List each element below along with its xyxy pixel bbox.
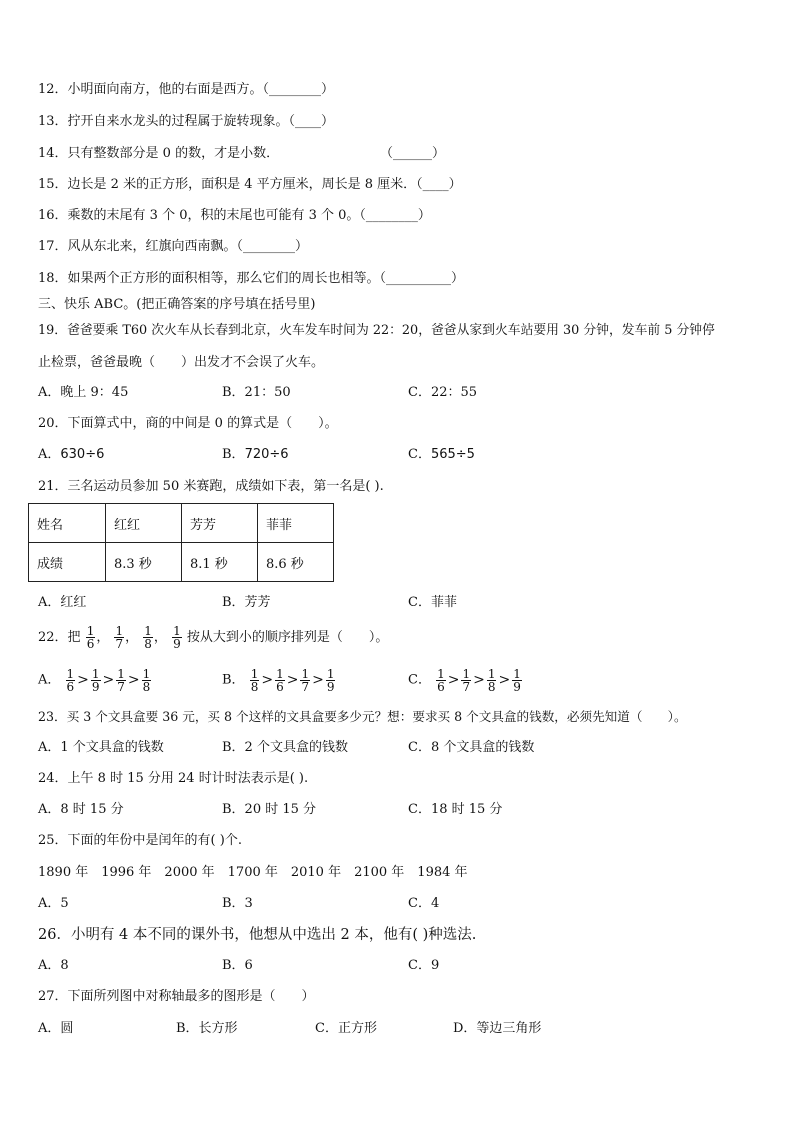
table-cell: 8.3 秒 xyxy=(106,543,182,582)
question-19-line2: 止检票，爸爸最晚（ ）出发才不会误了火车。 xyxy=(38,355,325,370)
option-c: C．9 xyxy=(408,958,440,973)
option-b: B．20 时 15 分 xyxy=(222,802,317,817)
fraction: $\frac{1}{9}$ xyxy=(513,666,521,694)
option-a: A．5 xyxy=(38,896,69,911)
table-cell: 8.6 秒 xyxy=(258,543,334,582)
fraction: $\frac{1}{7}$ xyxy=(301,666,310,694)
question-text: 边长是 2 米的正方形，面积是 4 平方厘米，周长是 8 厘米．（____） xyxy=(67,177,462,192)
option-a: A．1 个文具盒的钱数 xyxy=(38,740,164,755)
option-a: A．晚上 9：45 xyxy=(38,385,129,400)
option-expression: 720÷6 xyxy=(244,447,289,462)
question-number: 16． xyxy=(38,208,68,223)
option-c: C．18 时 15 分 xyxy=(408,802,503,817)
fraction: $\frac{1}{7}$ xyxy=(117,666,125,694)
question-18 xyxy=(38,270,464,288)
fraction: $\frac{1}{8}$ xyxy=(250,666,259,694)
question-17 xyxy=(38,238,308,256)
question-text: 小明面向南方，他的右面是西方。（________） xyxy=(67,82,335,97)
option-expression: 630÷6 xyxy=(60,447,105,462)
question-25: 25．下面的年份中是闰年的有( )个. xyxy=(38,833,242,848)
option-label: B． xyxy=(222,447,245,462)
option-c: C．22：55 xyxy=(408,385,478,400)
option-label: A． xyxy=(38,447,61,462)
score-table xyxy=(28,503,334,582)
question-16 xyxy=(38,207,431,225)
option-a: A．8 xyxy=(38,958,69,973)
fraction: $\frac{1}{7}$ xyxy=(462,666,471,694)
question-number: 13． xyxy=(38,114,68,129)
fraction: $\frac{1}{8}$ xyxy=(144,624,152,651)
question-number: 15． xyxy=(38,177,68,192)
option-a xyxy=(38,446,104,464)
fraction: $\frac{1}{7}$ xyxy=(115,624,124,651)
option-a: A．红红 xyxy=(38,595,87,610)
answer-blank: （______） xyxy=(380,146,446,161)
table-header-row xyxy=(29,504,334,543)
option-b: B．芳芳 xyxy=(222,595,271,610)
question-20: 20．下面算式中，商的中间是 0 的算式是（ ）。 xyxy=(38,416,338,431)
table-row xyxy=(29,543,334,582)
table-cell: 红红 xyxy=(106,504,182,543)
question-15 xyxy=(38,176,462,194)
fraction: $\frac{1}{9}$ xyxy=(326,666,335,694)
table-cell: 姓名 xyxy=(29,504,106,543)
question-suffix: 按从大到小的顺序排列是（ ）。 xyxy=(186,630,389,645)
question-12 xyxy=(38,81,334,99)
option-b: B．长方形 xyxy=(176,1021,238,1036)
fraction: $\frac{1}{8}$ xyxy=(487,666,496,694)
option-label: C． xyxy=(408,447,431,462)
question-text: 风从东北来，红旗向西南飘。（________） xyxy=(67,239,309,254)
question-21: 21．三名运动员参加 50 米赛跑，成绩如下表，第一名是( ). xyxy=(38,479,384,494)
question-text: 拧开自来水龙头的过程属于旋转现象。（____） xyxy=(67,114,335,129)
question-number: 14． xyxy=(38,146,68,161)
option-b: B． $\frac{1}{8}$ > $\frac{1}{6}$ > $\frac{1}{7}$ > $\frac{1}{9}$ xyxy=(222,666,335,694)
option-a: A．8 时 15 分 xyxy=(38,802,124,817)
option-c: C．8 个文具盒的钱数 xyxy=(408,740,535,755)
fraction: $\frac{1}{9}$ xyxy=(91,666,100,694)
question-19-line1: 19．爸爸要乘 T60 次火车从长春到北京，火车发车时间为 22：20，爸爸从家到火车站要用 30 分钟，发车前 5 分钟停 xyxy=(38,323,715,338)
year-list: 1890 年 1996 年 2000 年 1700 年 2010 年 2100 年 1984 年 xyxy=(38,865,468,880)
option-c: C．4 xyxy=(408,896,440,911)
option-a: A． $\frac{1}{6}$ > $\frac{1}{9}$ > $\frac{1}{7}$ > $\frac{1}{8}$ xyxy=(38,666,151,694)
table-cell: 菲菲 xyxy=(258,504,334,543)
fraction: $\frac{1}{6}$ xyxy=(437,666,445,694)
option-c: C．菲菲 xyxy=(408,595,457,610)
question-number: 18． xyxy=(38,271,68,286)
option-b xyxy=(222,446,289,464)
section-heading: 三、快乐 ABC。(把正确答案的序号填在括号里) xyxy=(38,297,316,312)
option-b: B．6 xyxy=(222,958,253,973)
question-23: 23．买 3 个文具盒要 36 元，买 8 个这样的文具盒要多少元？想：要求买 8 个文具盒的钱数，必须先知道（ ）。 xyxy=(38,709,687,724)
option-b: B．2 个文具盒的钱数 xyxy=(222,740,348,755)
question-14 xyxy=(38,145,279,163)
question-27: 27．下面所列图中对称轴最多的图形是（ ） xyxy=(38,989,315,1004)
option-a: A．圆 xyxy=(38,1021,74,1036)
question-13 xyxy=(38,113,334,131)
question-26: 26．小明有 4 本不同的课外书，他想从中选出 2 本，他有( )种选法. xyxy=(38,927,477,943)
question-text: 只有整数部分是 0 的数，才是小数． xyxy=(67,146,280,161)
option-c xyxy=(408,446,475,464)
option-b: B．3 xyxy=(222,896,253,911)
option-label: B． xyxy=(222,672,245,688)
option-c: C．正方形 xyxy=(315,1021,377,1036)
option-d: D．等边三角形 xyxy=(453,1021,542,1036)
fraction: $\frac{1}{6}$ xyxy=(66,666,75,694)
question-22: 22．把 $\frac{1}{6}$ ， $\frac{1}{7}$ ， $\frac{1}{8}$ ， $\frac{1}{9}$ 按从大到小的顺序排列是（ ）。 xyxy=(38,624,389,651)
table-cell: 8.1 秒 xyxy=(182,543,258,582)
option-label: C． xyxy=(408,672,431,688)
option-b: B．21：50 xyxy=(222,385,291,400)
question-text: 乘数的末尾有 3 个 0，积的末尾也可能有 3 个 0。（________） xyxy=(67,208,431,223)
option-expression: 565÷5 xyxy=(430,447,475,462)
table-cell: 芳芳 xyxy=(182,504,258,543)
question-text: 如果两个正方形的面积相等，那么它们的周长也相等。（__________） xyxy=(67,271,465,286)
question-number: 17． xyxy=(38,239,68,254)
question-prefix: 22．把 xyxy=(38,630,81,645)
fraction: $\frac{1}{6}$ xyxy=(86,624,95,651)
option-label: A． xyxy=(38,672,61,688)
fraction: $\frac{1}{6}$ xyxy=(276,666,284,694)
table-cell: 成绩 xyxy=(29,543,106,582)
fraction: $\frac{1}{9}$ xyxy=(173,624,181,651)
fraction: $\frac{1}{8}$ xyxy=(142,666,151,694)
question-number: 12． xyxy=(38,82,68,97)
question-24: 24．上午 8 时 15 分用 24 时计时法表示是( ). xyxy=(38,771,309,786)
option-c: C． $\frac{1}{6}$ > $\frac{1}{7}$ > $\frac{1}{8}$ > $\frac{1}{9}$ xyxy=(408,666,521,694)
